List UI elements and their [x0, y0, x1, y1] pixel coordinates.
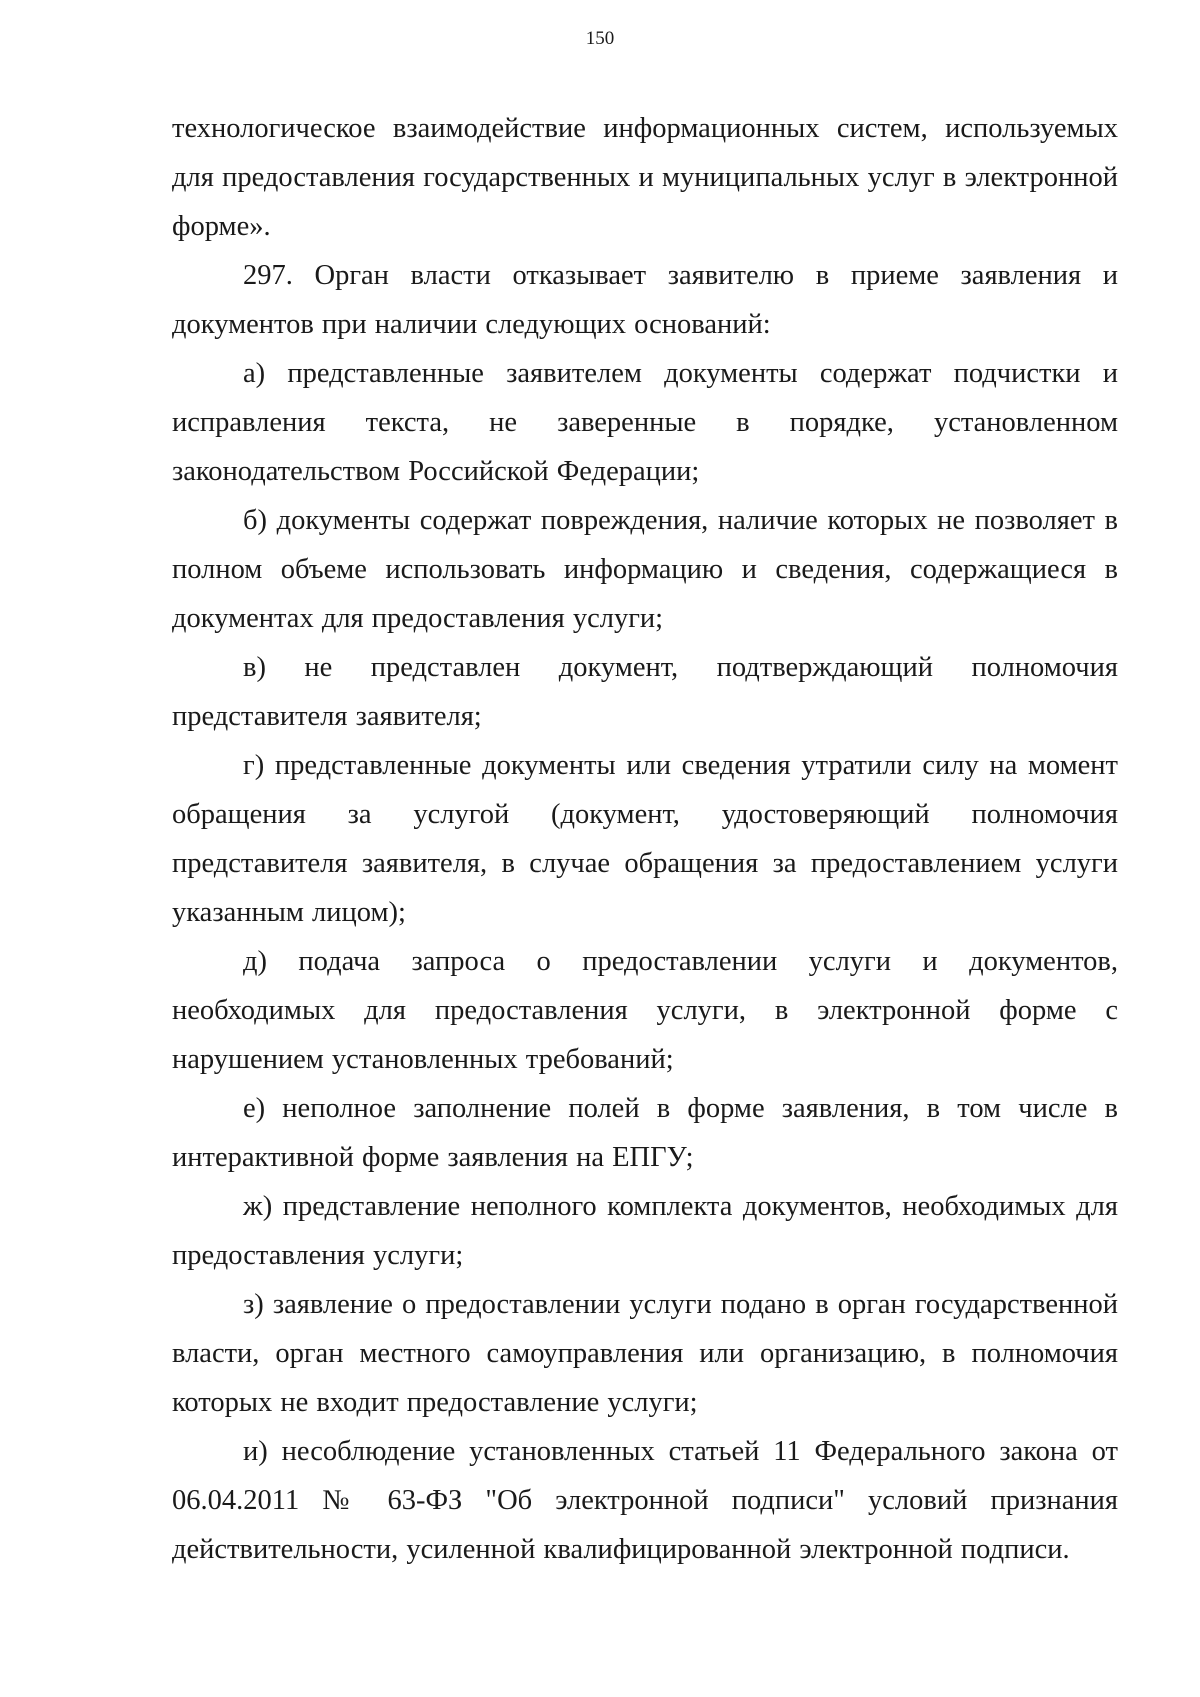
- list-item-e: е) неполное заполнение полей в форме заявления, в том числе в интерактивной форме заявления на ЕПГУ;: [172, 1093, 1118, 1173]
- list-item-a: а) представленные заявителем документы содержат подчистки и исправления текста, не заверенные в порядке, установленном законодательством Российской Федерации;: [172, 358, 1118, 487]
- paragraph-item-297: 297. Орган власти отказывает заявителю в приеме заявления и документов при наличии следующих оснований:: [172, 260, 1118, 340]
- list-item-z: з) заявление о предоставлении услуги подано в орган государственной власти, орган местного самоуправления или организацию, в полномочия которых не входит предоставление услуги;: [172, 1289, 1118, 1418]
- list-item-d: д) подача запроса о предоставлении услуги и документов, необходимых для предоставления услуги, в электронной форме с нарушением установленных требований;: [172, 946, 1118, 1075]
- list-item-v: в) не представлен документ, подтверждающий полномочия представителя заявителя;: [172, 652, 1118, 732]
- list-item-i: и) несоблюдение установленных статьей 11 Федерального закона от 06.04.2011 № 63-ФЗ "Об электронной подписи" условий признания действительности, усиленной квалифицированной электронной подписи.: [172, 1436, 1118, 1565]
- list-item-g: г) представленные документы или сведения утратили силу на момент обращения за услугой (документ, удостоверяющий полномочия представителя заявителя, в случае обращения за предоставлением услуги указанным лицом);: [172, 750, 1118, 928]
- list-item-zh: ж) представление неполного комплекта документов, необходимых для предоставления услуги;: [172, 1191, 1118, 1271]
- paragraph-continuation: технологическое взаимодействие информационных систем, используемых для предоставления государственных и муниципальных услуг в электронной форме».: [172, 113, 1118, 242]
- list-item-b: б) документы содержат повреждения, наличие которых не позволяет в полном объеме использовать информацию и сведения, содержащиеся в документах для предоставления услуги;: [172, 505, 1118, 634]
- page-number: 150: [585, 28, 615, 49]
- document-body: [172, 104, 1118, 1574]
